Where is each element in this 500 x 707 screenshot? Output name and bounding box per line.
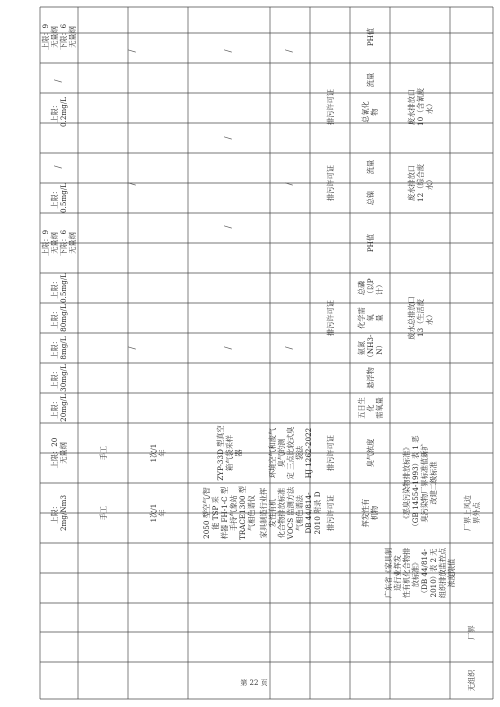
pollutant-cod: 化学需氧 量 <box>356 307 384 329</box>
pollutant-vocs: 挥发性有 机物 <box>361 498 379 528</box>
vocs-method: 家具制造行业挥发性有机 化合物排放标准 VOCS 监测方法 气相色谱法 DB 44/814-2010 附录 D <box>258 486 322 540</box>
pollutant-total-nickel: 总镍 <box>365 190 375 206</box>
empty-cell-dash: / <box>284 182 295 186</box>
empty-cell-dash: / <box>53 79 64 83</box>
pollutant-odor: 臭气浓度 <box>365 438 375 468</box>
pollutant-total-cyanide: 总氰化物 <box>361 101 379 123</box>
pollutant-ss: 悬浮物 <box>365 367 375 389</box>
wastewater-10-ph-limit: 上限：9 无量纲 下限：6 无量纲 <box>41 23 77 51</box>
empty-cell-dash: / <box>127 346 138 350</box>
pollutant-flow-10: 流量 <box>365 72 375 88</box>
empty-cell-dash: / <box>127 182 138 186</box>
odor-method: 环境空气和废气臭气的测 定 三点比较式臭袋法 HJ 1262-2022 <box>267 426 313 480</box>
empty-cell-dash: / <box>127 49 138 53</box>
pollutant-ph-13: PH值 <box>365 233 375 253</box>
odor-manual: 手工 <box>98 445 108 461</box>
odor-frequency: 1次/1 年 <box>149 443 167 463</box>
permit-13: 排污许可证 <box>325 300 335 336</box>
cyanide-limit: 上限： 0.2mg/L <box>50 96 68 128</box>
pollutant-flow-12: 流量 <box>365 159 375 175</box>
odor-limit: 上限：20 无量纲 <box>50 437 68 469</box>
pollutant-bod5: 五日生化 需氧量 <box>356 397 384 419</box>
empty-cell-dash: / <box>284 49 295 53</box>
vocs-permit: 排污许可证 <box>325 495 335 531</box>
nickel-limit: 上限： 0.5mg/L <box>50 182 68 214</box>
empty-cell-dash: / <box>223 346 234 350</box>
cod-limit: 上限： 80mg/L <box>50 304 68 332</box>
empty-cell-dash: / <box>223 136 234 140</box>
pollutant-total-phosphorus: 总磷（以P 计） <box>356 278 384 298</box>
pollutant-ph-10: PH值 <box>365 27 375 47</box>
ss-limit: 上限： 30mg/L <box>50 364 68 392</box>
wastewater-13-ph-limit: 上限：9 无量纲 下限：6 无量纲 <box>41 229 77 257</box>
left-margin-blank <box>40 662 78 699</box>
odor-instrument: ZYP-33D 型真空箱气袋采样 器 <box>215 425 243 481</box>
permit-10: 排污许可证 <box>325 89 335 125</box>
pollutant-nh3n: 氨氮 （NH3-N） <box>356 334 384 362</box>
vocs-manual: 手工 <box>98 505 108 521</box>
empty-cell-dash: / <box>284 346 295 350</box>
section-unorganized: 无组织 <box>467 669 476 692</box>
wastewater-outlet-10: 废水排放口 10（含氰废 水） <box>406 88 434 126</box>
permit-12: 排污许可证 <box>325 165 335 201</box>
factory-boundary-point: 厂界上风边 界外点 <box>462 495 481 531</box>
empty-cell-dash: / <box>223 225 234 229</box>
page-number: 第 22 页 <box>240 679 268 687</box>
empty-cell-dash: / <box>53 165 64 169</box>
wastewater-outlet-13: 废水总排放口 13（生活废 水） <box>406 296 434 340</box>
vocs-instrument: 2050 型空气/智能 TSP 采 样器 FH-1-C 型手持气象站 TRACE1300 型气相色谱仪 <box>202 486 256 540</box>
wastewater-outlet-12: 废水排放口 12（综合废 水） <box>406 164 434 202</box>
vocs-limit: 上限： 2mg/Nm3 <box>50 494 68 532</box>
vocs-frequency: 1次/1 年 <box>149 503 167 523</box>
odor-standard: 《恶臭污染物排放标准》 （GB 14554-1993）表 1 恶 臭污染物厂界标准值新扩 改建二级标准 <box>402 435 438 531</box>
tp-limit: 上限： 0.5mg/L <box>50 272 68 304</box>
odor-permit: 排污许可证 <box>325 435 335 471</box>
section-factory-boundary: 厂界 <box>467 625 476 640</box>
empty-cell-dash: / <box>223 49 234 53</box>
vocs-standard: 广东省《家具制造行业挥发 性有机化合物排放标准》 （DB 44/814-2010）表 2 无 组织排放监控点浓度限值 <box>384 547 456 599</box>
nh3n-limit: 上限： 8mg/L <box>50 336 68 360</box>
bod-limit: 上限： 20mg/L <box>50 394 68 422</box>
